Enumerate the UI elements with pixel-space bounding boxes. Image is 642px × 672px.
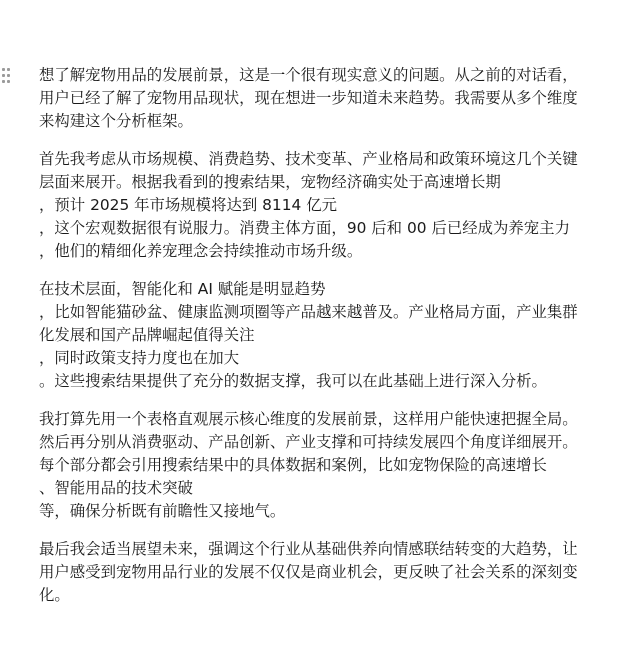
text-line: ，比如智能猫砂盆、健康监测项圈等产品越来越普及。产业格局方面，产业集群 <box>39 303 578 321</box>
text-line: ，他们的精细化养宠理念会持续推动市场升级。 <box>39 242 363 260</box>
text-line: 想了解宠物用品的发展前景，这是一个很有现实意义的问题。从之前的对话看， <box>39 66 578 84</box>
paragraph-intro <box>39 64 629 133</box>
paragraph-technology <box>39 278 629 393</box>
text-line: 、智能用品的技术突破 <box>39 479 193 497</box>
text-line: 用户感受到宠物用品行业的发展不仅仅是商业机会，更反映了社会关系的深刻变 <box>39 563 578 581</box>
text-line: 首先我考虑从市场规模、消费趋势、技术变革、产业格局和政策环境这几个关键 <box>39 150 578 168</box>
text-line: 每个部分都会引用搜索结果中的具体数据和案例，比如宠物保险的高速增长 <box>39 456 547 474</box>
drag-dot <box>7 80 10 83</box>
drag-dot <box>7 74 10 77</box>
text-line: 我打算先用一个表格直观展示核心维度的发展前景，这样用户能快速把握全局。 <box>39 410 578 428</box>
drag-dot <box>2 68 5 71</box>
text-line: 然后再分别从消费驱动、产品创新、产业支撑和可持续发展四个角度详细展开。 <box>39 433 578 451</box>
text-line: 。这些搜索结果提供了充分的数据支撑，我可以在此基础上进行深入分析。 <box>39 372 547 390</box>
paragraph-conclusion <box>39 538 629 607</box>
paragraph-plan <box>39 408 629 523</box>
drag-dot <box>2 74 5 77</box>
thinking-text-block <box>39 64 629 622</box>
text-line: 层面来展开。根据我看到的搜索结果，宠物经济确实处于高速增长期 <box>39 173 501 191</box>
text-line: 等，确保分析既有前瞻性又接地气。 <box>39 502 286 520</box>
drag-handle-icon[interactable] <box>2 68 10 84</box>
text-line: ，预计 2025 年市场规模将达到 8114 亿元 <box>39 196 337 214</box>
text-line: 来构建这个分析框架。 <box>39 112 193 130</box>
text-line: 化。 <box>39 586 70 604</box>
text-line: ，同时政策支持力度也在加大 <box>39 349 240 367</box>
drag-dot <box>2 80 5 83</box>
drag-dot <box>7 68 10 71</box>
text-line: 化发展和国产品牌崛起值得关注 <box>39 326 255 344</box>
text-line: 最后我会适当展望未来，强调这个行业从基础供养向情感联结转变的大趋势，让 <box>39 540 578 558</box>
text-line: 用户已经了解了宠物用品现状，现在想进一步知道未来趋势。我需要从多个维度 <box>39 89 578 107</box>
paragraph-market <box>39 148 629 263</box>
text-line: ，这个宏观数据很有说服力。消费主体方面，90 后和 00 后已经成为养宠主力 <box>39 219 570 237</box>
text-line: 在技术层面，智能化和 AI 赋能是明显趋势 <box>39 280 326 298</box>
